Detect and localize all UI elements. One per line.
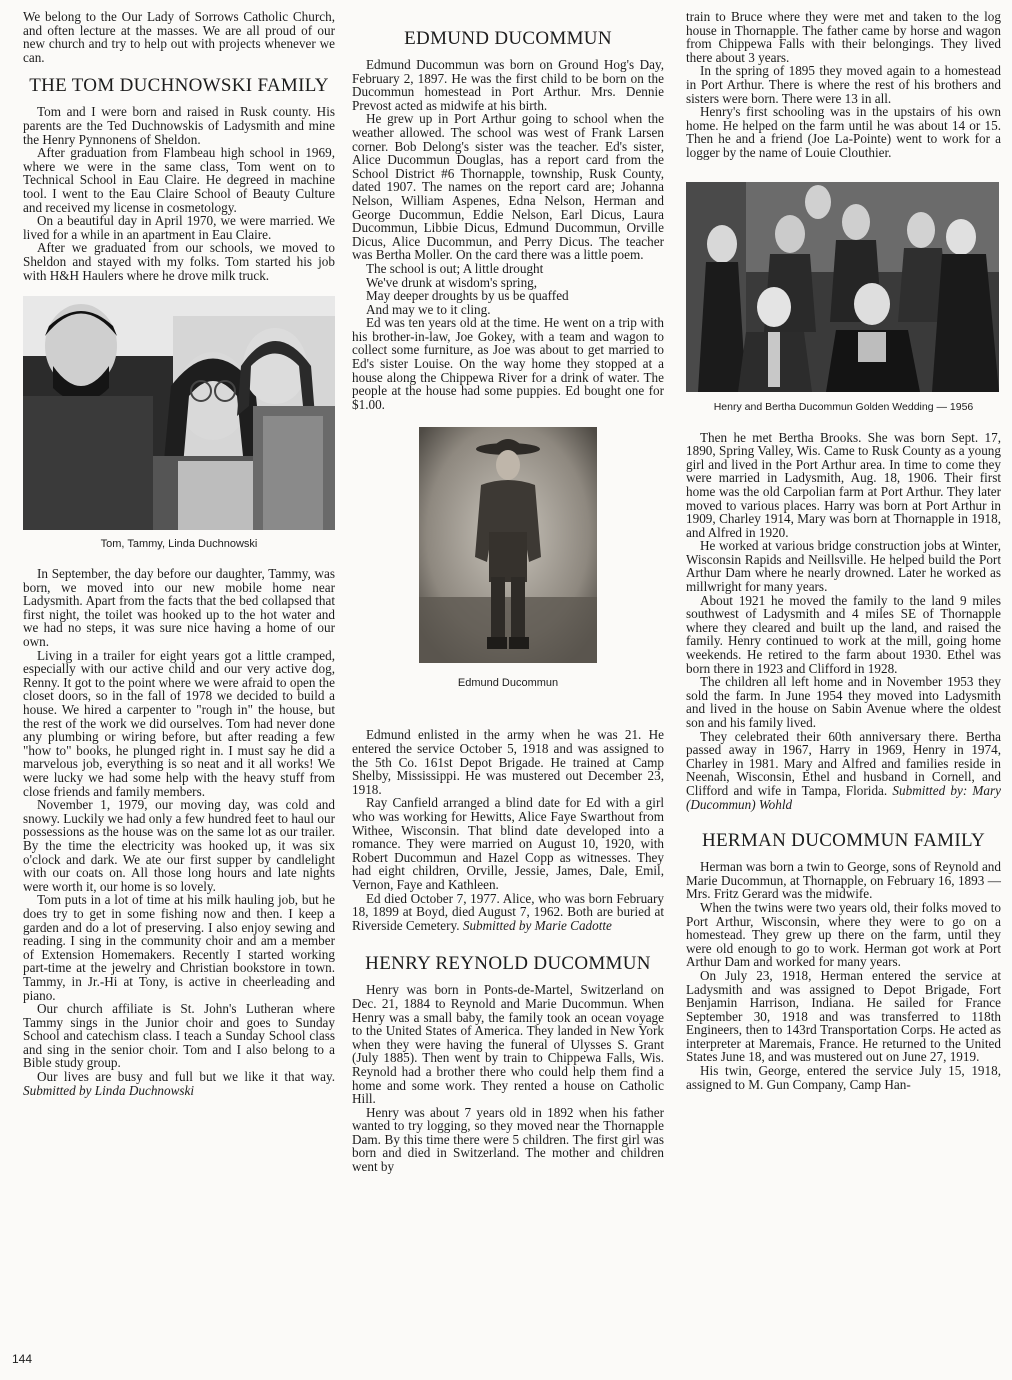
paragraph: Edmund enlisted in the army when he was 21. He entered the service October 5, 1918 and was assigned to the 5th Co. 161st Depot Brigade. He trained at Camp Shelby, Mississippi. He was mustered out December 23, 1918. (352, 727, 664, 797)
paragraph: He grew up in Port Arthur going to school when the weather allowed. The school was west of Frank Larsen corner. Bob Delong's sister was the teacher. Ed's sister, Alice Ducommun Douglas, has a report card from the School District #6 Thornapple, township, Rusk County, dated 1907. The names on the report card are; Johanna Nelson, William Aspenes, Edna Nelson, Herman and George Ducommun, Eddie Nelson, Earl Dicus, Laura Ducommun, Libbie Dicus, Edmund Ducommun, Orville Dicus, Alice Ducommun, and Perry Dicus. The teacher was Bertha Moller. On the card there was a little poem. (352, 111, 664, 263)
paragraph: Herman was born a twin to George, sons of Reynold and Marie Ducommun, at Thornapple, on February 16, 1893 — Mrs. Fritz Gerard was the midwife. (686, 859, 1001, 902)
paragraph: November 1, 1979, our moving day, was cold and snowy. Luckily we had only a few hundred feet to haul our possessions as the house was on the same lot as our trailer. By the time the electricity was hooked up, it was six o'clock and dark. We ate our first supper by candlelight with our coats on. All those long hours and late nights were worth it, our home is so lovely. (23, 797, 335, 894)
submitted-by: Submitted by Linda Duchnowski (23, 1082, 195, 1098)
paragraph: He worked at various bridge construction jobs at Winter, Wisconsin Rapids and Neillsville. He helped build the Port Arthur Dam where he nearly drowned. Later he worked as millwright for many years. (686, 538, 1001, 595)
submitted-by: Submitted by: Mary (Ducommun) Wohld (686, 782, 1001, 812)
paragraph: In September, the day before our daughter, Tammy, was born, we moved into our new mobile home near Ladysmith. Apart from the facts that the bed collapsed that first night, the toilet was hooked up to the hot water and we had no steps, it was sure nice having a home of our own. (23, 566, 335, 650)
poem-line: May deeper droughts by us be quaffed (366, 288, 569, 304)
duchnowski-family-photo (23, 296, 335, 530)
paragraph: About 1921 he moved the family to the land 9 miles southwest of Ladysmith and 4 miles SE of Thornapple where they cleared and built up the land, and raised the family. Henry continued to work at the mill, going home weekends. He retired to the farm about 1930. Ethel was born there in 1923 and Clifford in 1928. (686, 592, 1001, 676)
paragraph-text: Ed died October 7, 1977. Alice, who was born February 18, 1899 at Boyd, died August 7, 1962. Both are buried at Riverside Cemetery. (352, 890, 664, 933)
golden-wedding-photo (686, 182, 999, 392)
paragraph: Edmund Ducommun was born on Ground Hog's Day, February 2, 1897. He was the first child to be born on the Ducommun homestead in Port Arthur. Mrs. Dennie Prevost acted as midwife at his birth. (352, 57, 664, 113)
photo-caption-edmund: Edmund Ducommun (457, 677, 559, 690)
intro-paragraph: We belong to the Our Lady of Sorrows Catholic Church, and often lecture at the masses. We are all proud of our new church and try to help out with projects whenever we can. (23, 9, 335, 65)
paragraph: Then he met Bertha Brooks. She was born Sept. 17, 1890, Spring Valley, Wis. Came to Rusk County as a young girl and lived in the Port Arthur area. In time to come they were married in Ladysmith, Aug. 18, 1906. Their first home was the old Carpolian farm at Port Arthur. They later moved to various places. Harry was born at Port Arthur in 1909, Charley 1914, Mary was born at Thornapple in 1918, and Alfred in 1920. (686, 429, 1001, 540)
photo-caption-duchnowski: Tom, Tammy, Linda Duchnowski (100, 538, 258, 551)
paragraph: The children all left home and in November 1953 they sold the farm. In June 1954 they moved into Ladysmith and lived in the house on Sabin Avenue where the oldest son and his family lived. (686, 674, 1001, 730)
paragraph: train to Bruce where they were met and taken to the log house in Thornapple. The father came by horse and wagon from Chippewa Falls with their belongings. They lived there about 3 years. (686, 9, 1001, 65)
column-3 (686, 10, 1001, 1091)
paragraph: His twin, George, entered the service July 15, 1918, assigned to M. Gun Company, Camp Han- (686, 1063, 1001, 1092)
paragraph (686, 730, 1001, 812)
paragraph-text: They celebrated their 60th anniversary there. Bertha passed away in 1967, Harry in 1969, Henry in 1974, Charley in 1981. Mary and Alfred and families reside in Neenah, Wisconsin, Ethel and husband in Cornell, and Clifford and wife in Tampa, Florida. (686, 728, 1001, 798)
paragraph: After graduation from Flambeau high school in 1969, where we were in the same class, Tom went on to Technical School in Eau Claire. He degreed in machine tool. I went to the Eau Claire School of Beauty Culture and received my license in cosmetology. (23, 145, 335, 215)
paragraph: After we graduated from our schools, we moved to Sheldon and stayed with my folks. Tom started his job with H&H Haulers where he drove milk truck. (23, 240, 335, 283)
paragraph-text: Our lives are busy and full but we like it that way. (37, 1069, 335, 1085)
paragraph: Ed was ten years old at the time. He went on a trip with his brother-in-law, Joe Gokey, with a team and wagon to collect some furniture, as Joe was about to get married to Ed's sister Louise. On the way home they stopped at a house along the Chippewa River for a drink of water. The people at the house had some puppies. Ed bought one for $1.00. (352, 315, 664, 412)
paragraph: On July 23, 1918, Herman entered the service at Ladysmith and was assigned to Depot Brigade, Fort Benjamin Harrison, Indiana. He sailed for France September 30, 1918 and was transferred to 118th Engineers, then to 143rd Transportation Corps. He acted as interpreter at Maremais, France. He returned to the United States June 18, and was mustered out on June 27, 1919. (686, 967, 1001, 1065)
column-1 (23, 10, 335, 1097)
duchnowski-paras-b (23, 567, 335, 1097)
paragraph: In the spring of 1895 they moved again to a homestead in Port Arthur. There is where the rest of his brothers and sisters were born. There were 13 in all. (686, 63, 1001, 106)
paragraph (23, 1070, 335, 1097)
poem (352, 262, 664, 316)
paragraph: Henry's first schooling was in the upstairs of his own home. He helped on the farm until he was about 14 or 15. Then he and a friend (Joe La-Pointe) went to work for a logger by the name of Louie Clouthier. (686, 104, 1001, 160)
paragraph: When the twins were two years old, their folks moved to Port Arthur, Wisconsin, where they were to go on a homestead. They grew up there on the farm, until they were old enough to go to work. Herman got work at Port Arthur Dam and worked for many years. (686, 899, 1001, 970)
paragraph: Living in a trailer for eight years got a little cramped, especially with our active child and our very active dog, Renny. It got to the point where we were afraid to open the closet doors, so in the fall of 1978 we decided to build a house. We hired a carpenter to "rough in" the house, but the rest of the work we did ourselves. Tom had never done any plumbing or wiring before, but after reading a few "how to" books, he plunged right in. I must say he did a marvelous job, everything is so neat and it all works! We were lucky we had some help with the heavy stuff from close friends and family members. (23, 647, 335, 799)
article-title-herman: HERMAN DUCOMMUN FAMILY (701, 830, 986, 852)
group-photo-image (686, 182, 999, 392)
poem-line: We've drunk at wisdom's spring, (366, 274, 538, 290)
duchnowski-paras-a (23, 105, 335, 282)
paragraph (352, 892, 664, 933)
paragraph: Our church affiliate is St. John's Lutheran where Tammy sings in the Junior choir and goes to Sunday School and catechism class. I teach a Sunday School class and sing in the senior choir. Tom and I also belong to a Bible study group. (23, 1001, 335, 1071)
article-title-edmund: EDMUND DUCOMMUN (404, 28, 612, 49)
paragraph: Tom puts in a lot of time at his milk hauling job, but he does try to get in some fishing now and then. I keep a garden and do a lot of preserving. I also enjoy sewing and reading. I sing in the community choir and am a member of Extension Homemakers. Recently I started working part-time at the jewelry and Christian bookstore in town. Tammy, in Jr.-Hi at Tony, is active in cheerleading and piano. (23, 892, 335, 1003)
paragraph: Ray Canfield arranged a blind date for Ed with a girl who was working for Hewitts, Alice Faye Swarthout from Withee, Wisconsin. That blind date developed into a romance. They were married on August 10, 1920, with Robert Ducommun and Hazel Copp as witnesses. They had eight children, Orville, Jessie, James, Dale, Emil, Vernon, Faye and Kathleen. (352, 795, 664, 892)
paragraph: Henry was about 7 years old in 1892 when his father wanted to try logging, so they moved near the Thornapple Dam. By this time there were 5 children. The first girl was born and died in Switzerland. The mother and children went by (352, 1104, 664, 1175)
paragraph: Henry was born in Ponts-de-Martel, Switzerland on Dec. 21, 1884 to Reynold and Marie Ducommun. When Henry was a small baby, the family took an ocean voyage to the United States of America. They landed in New York when they were having the funeral of Ulysses S. Grant (July 1885). Then went by train to Chippewa Falls, Wis. Reynold had a brother there who could help them find a home and some work. They rented a house on Catholic Hill. (352, 982, 664, 1107)
submitted-by: Submitted by Marie Cadotte (462, 917, 612, 933)
paragraph: On a beautiful day in April 1970, we were married. We lived for a while in an apartment in Eau Claire. (23, 213, 335, 242)
article-title-henry: HENRY REYNOLD DUCOMMUN (365, 953, 651, 975)
poem-line: The school is out; A little drought (366, 260, 544, 276)
poem-line: And may we to it cling. (366, 301, 491, 317)
photo-caption-golden-wedding: Henry and Bertha Ducommun Golden Wedding — 1956 (713, 400, 974, 413)
portrait-image (419, 427, 597, 663)
family-photo-image (23, 296, 335, 530)
edmund-portrait-photo (419, 427, 597, 663)
page-number: 144 (12, 1352, 33, 1366)
column-2 (352, 29, 664, 1174)
article-title-duchnowski: THE TOM DUCHNOWSKI FAMILY (29, 75, 329, 97)
paragraph: Tom and I were born and raised in Rusk county. His parents are the Ted Duchnowskis of Ladysmith and mine the Henry Pynnonens of Sheldon. (23, 104, 335, 147)
